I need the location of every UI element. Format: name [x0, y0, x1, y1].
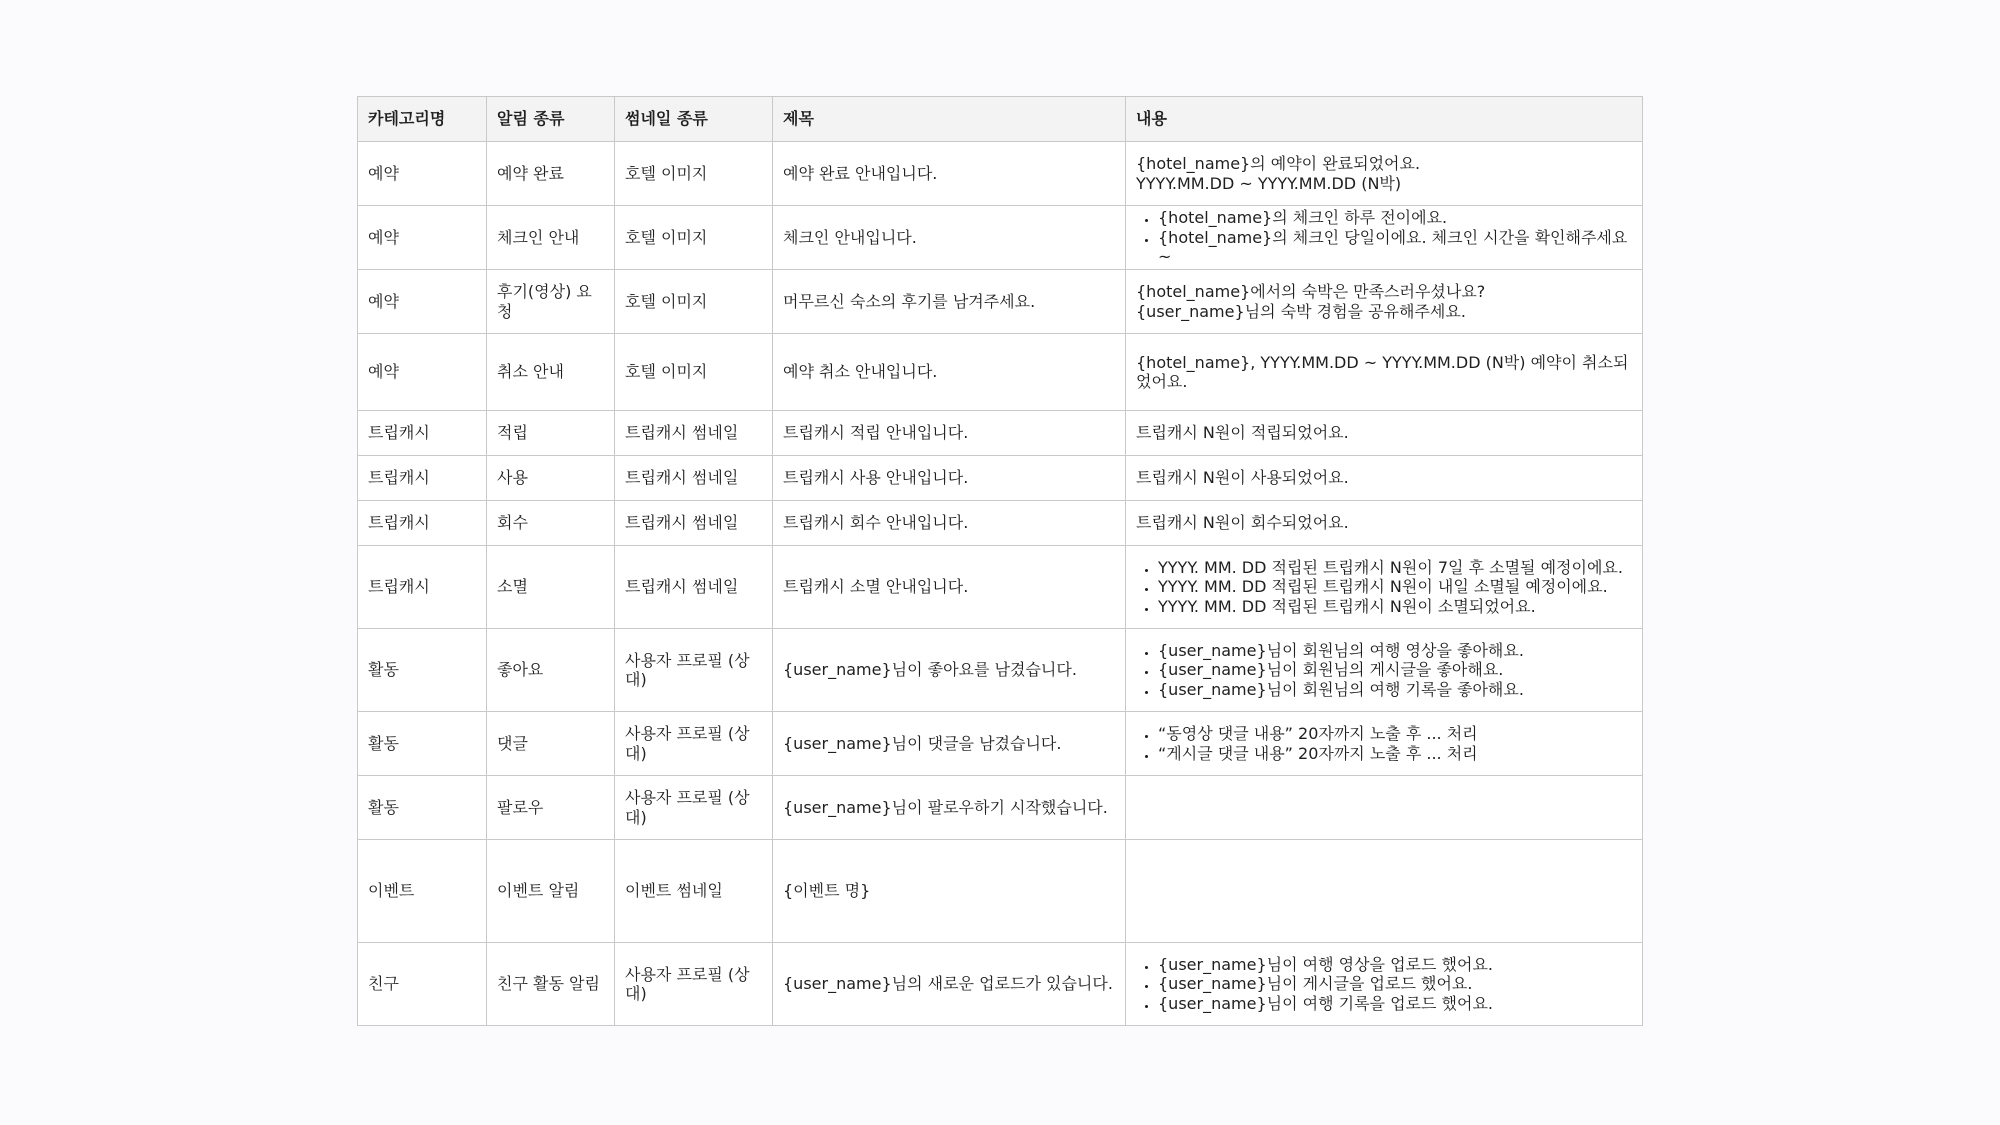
- content-line: {hotel_name}, YYYY.MM.DD ~ YYYY.MM.DD (N박) 예약이 취소되었어요.: [1136, 352, 1629, 391]
- cell-thumbnail-type: 트립캐시 썸네일: [615, 411, 773, 456]
- cell-content: [1126, 629, 1643, 712]
- cell-category: 트립캐시: [358, 501, 487, 546]
- table-row: [358, 629, 1643, 712]
- table-row: [358, 456, 1643, 501]
- cell-thumbnail-type: 사용자 프로필 (상대): [615, 943, 773, 1026]
- table-row: [358, 546, 1643, 629]
- content-line: {hotel_name}의 예약이 완료되었어요.: [1136, 154, 1421, 173]
- content-bullet-item: • {user_name}님이 회원님의 게시글을 좋아해요.: [1158, 660, 1634, 680]
- table-row: [358, 840, 1643, 943]
- content-line: {hotel_name}에서의 숙박은 만족스러우셨나요?: [1136, 282, 1486, 301]
- cell-content: [1126, 334, 1643, 411]
- content-bullet-item: • {user_name}님이 게시글을 업로드 했어요.: [1158, 974, 1634, 994]
- cell-content: [1126, 501, 1643, 546]
- cell-thumbnail-type: 호텔 이미지: [615, 142, 773, 206]
- content-bullet-list: [1132, 724, 1634, 763]
- cell-category: 트립캐시: [358, 411, 487, 456]
- cell-thumbnail-type: 트립캐시 썸네일: [615, 546, 773, 629]
- cell-thumbnail-type: 사용자 프로필 (상대): [615, 776, 773, 840]
- content-bullet-list: [1132, 955, 1634, 1014]
- cell-category: 예약: [358, 206, 487, 270]
- content-line: {user_name}님의 숙박 경험을 공유해주세요.: [1136, 301, 1466, 321]
- cell-thumbnail-type: 호텔 이미지: [615, 334, 773, 411]
- cell-notification-type: 친구 활동 알림: [487, 943, 615, 1026]
- cell-content: [1126, 456, 1643, 501]
- content-bullet-item: • {user_name}님이 회원님의 여행 영상을 좋아해요.: [1158, 641, 1634, 661]
- content-bullet-item: • {user_name}님이 여행 영상을 업로드 했어요.: [1158, 955, 1634, 975]
- cell-content: [1126, 776, 1643, 840]
- cell-notification-type: 취소 안내: [487, 334, 615, 411]
- content-bullet-item: • YYYY. MM. DD 적립된 트립캐시 N원이 내일 소멸될 예정이에요.: [1158, 577, 1634, 597]
- content-line: 트립캐시 N원이 적립되었어요.: [1136, 423, 1349, 443]
- content-bullet-item: • “게시글 댓글 내용” 20자까지 노출 후 ... 처리: [1158, 744, 1634, 764]
- notification-spec-table: [357, 96, 1643, 1026]
- table-row: [358, 712, 1643, 776]
- cell-notification-type: 팔로우: [487, 776, 615, 840]
- cell-title: 트립캐시 적립 안내입니다.: [773, 411, 1126, 456]
- cell-content: [1126, 270, 1643, 334]
- header-category: 카테고리명: [358, 97, 487, 142]
- table-row: [358, 142, 1643, 206]
- content-line: 트립캐시 N원이 회수되었어요.: [1136, 513, 1349, 533]
- content-bullet-list: [1132, 208, 1634, 267]
- table-body: [358, 142, 1643, 1026]
- cell-title: {user_name}님이 팔로우하기 시작했습니다.: [773, 776, 1126, 840]
- cell-category: 트립캐시: [358, 456, 487, 501]
- cell-notification-type: 예약 완료: [487, 142, 615, 206]
- cell-notification-type: 후기(영상) 요청: [487, 270, 615, 334]
- cell-thumbnail-type: 사용자 프로필 (상대): [615, 712, 773, 776]
- cell-notification-type: 사용: [487, 456, 615, 501]
- table-row: [358, 943, 1643, 1026]
- table-header-row: [358, 97, 1643, 142]
- cell-title: 트립캐시 사용 안내입니다.: [773, 456, 1126, 501]
- cell-thumbnail-type: 트립캐시 썸네일: [615, 501, 773, 546]
- cell-title: 예약 취소 안내입니다.: [773, 334, 1126, 411]
- content-bullet-item: • {user_name}님이 회원님의 여행 기록을 좋아해요.: [1158, 680, 1634, 700]
- cell-category: 활동: [358, 629, 487, 712]
- cell-thumbnail-type: 트립캐시 썸네일: [615, 456, 773, 501]
- cell-notification-type: 댓글: [487, 712, 615, 776]
- cell-content: [1126, 840, 1643, 943]
- cell-title: 예약 완료 안내입니다.: [773, 142, 1126, 206]
- cell-content: [1126, 206, 1643, 270]
- content-bullet-list: [1132, 641, 1634, 700]
- cell-thumbnail-type: 호텔 이미지: [615, 270, 773, 334]
- content-bullet-item: • {hotel_name}의 체크인 당일이에요. 체크인 시간을 확인해주세요~: [1158, 228, 1634, 267]
- notification-spec-table-container: [357, 96, 1642, 1026]
- cell-category: 친구: [358, 943, 487, 1026]
- content-line: 트립캐시 N원이 사용되었어요.: [1136, 468, 1349, 488]
- cell-notification-type: 좋아요: [487, 629, 615, 712]
- cell-title: {user_name}님의 새로운 업로드가 있습니다.: [773, 943, 1126, 1026]
- cell-category: 트립캐시: [358, 546, 487, 629]
- content-bullet-item: • YYYY. MM. DD 적립된 트립캐시 N원이 소멸되었어요.: [1158, 597, 1634, 617]
- cell-thumbnail-type: 호텔 이미지: [615, 206, 773, 270]
- content-bullet-item: • “동영상 댓글 내용” 20자까지 노출 후 ... 처리: [1158, 724, 1634, 744]
- table-row: [358, 411, 1643, 456]
- table-row: [358, 270, 1643, 334]
- cell-title: 체크인 안내입니다.: [773, 206, 1126, 270]
- cell-content: [1126, 411, 1643, 456]
- cell-category: 활동: [358, 712, 487, 776]
- cell-title: {user_name}님이 댓글을 남겼습니다.: [773, 712, 1126, 776]
- table-row: [358, 776, 1643, 840]
- cell-thumbnail-type: 이벤트 썸네일: [615, 840, 773, 943]
- cell-category: 예약: [358, 142, 487, 206]
- table-row: [358, 206, 1643, 270]
- header-thumbnail-type: 썸네일 종류: [615, 97, 773, 142]
- header-content: 내용: [1126, 97, 1643, 142]
- content-line: YYYY.MM.DD ~ YYYY.MM.DD (N박): [1136, 173, 1402, 193]
- cell-content: [1126, 712, 1643, 776]
- cell-notification-type: 적립: [487, 411, 615, 456]
- cell-title: 머무르신 숙소의 후기를 남겨주세요.: [773, 270, 1126, 334]
- cell-title: {이벤트 명}: [773, 840, 1126, 943]
- content-bullet-item: • {hotel_name}의 체크인 하루 전이에요.: [1158, 208, 1634, 228]
- cell-category: 이벤트: [358, 840, 487, 943]
- content-bullet-list: [1132, 558, 1634, 617]
- cell-notification-type: 이벤트 알림: [487, 840, 615, 943]
- cell-thumbnail-type: 사용자 프로필 (상대): [615, 629, 773, 712]
- header-title: 제목: [773, 97, 1126, 142]
- content-bullet-item: • {user_name}님이 여행 기록을 업로드 했어요.: [1158, 994, 1634, 1014]
- cell-category: 활동: [358, 776, 487, 840]
- cell-notification-type: 체크인 안내: [487, 206, 615, 270]
- header-notification-type: 알림 종류: [487, 97, 615, 142]
- cell-title: {user_name}님이 좋아요를 남겼습니다.: [773, 629, 1126, 712]
- cell-content: [1126, 943, 1643, 1026]
- cell-title: 트립캐시 소멸 안내입니다.: [773, 546, 1126, 629]
- cell-notification-type: 소멸: [487, 546, 615, 629]
- cell-content: [1126, 142, 1643, 206]
- cell-notification-type: 회수: [487, 501, 615, 546]
- cell-content: [1126, 546, 1643, 629]
- cell-category: 예약: [358, 270, 487, 334]
- table-row: [358, 334, 1643, 411]
- table-row: [358, 501, 1643, 546]
- cell-category: 예약: [358, 334, 487, 411]
- cell-title: 트립캐시 회수 안내입니다.: [773, 501, 1126, 546]
- content-bullet-item: • YYYY. MM. DD 적립된 트립캐시 N원이 7일 후 소멸될 예정이에요.: [1158, 558, 1634, 578]
